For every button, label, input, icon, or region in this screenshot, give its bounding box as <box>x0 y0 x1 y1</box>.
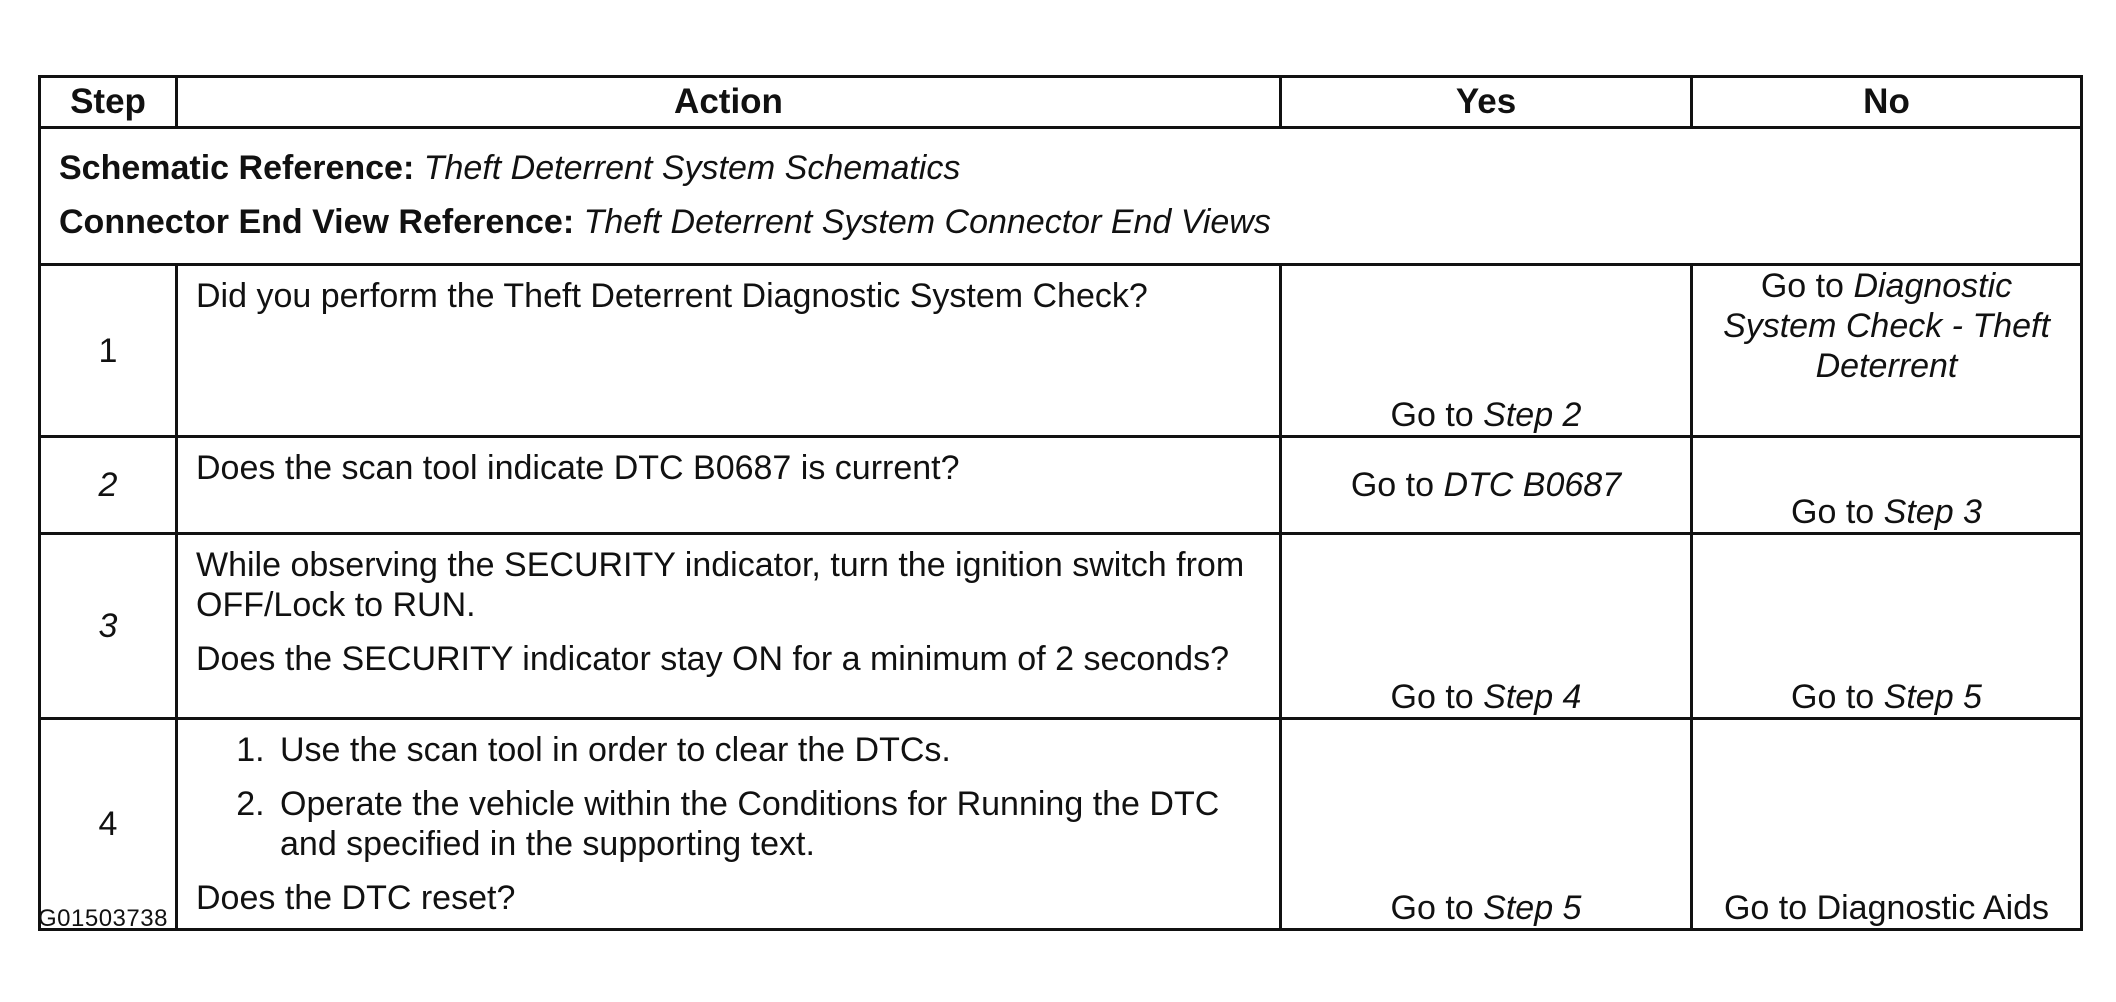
no-cell <box>1692 534 2082 719</box>
header-row <box>40 77 2082 128</box>
no-link[interactable]: Diagnostic System Check - Theft Deterrent <box>1723 267 2050 385</box>
action-cell <box>177 265 1281 437</box>
action-list <box>196 730 1265 864</box>
yes-prefix: Go to <box>1350 466 1435 504</box>
no-cell <box>1692 437 2082 534</box>
reference-cell <box>40 128 2082 265</box>
action-question: Does the DTC reset? <box>196 879 516 917</box>
yes-cell <box>1281 437 1692 534</box>
schematic-reference-label: Schematic Reference: <box>59 149 415 187</box>
diagnostic-table <box>38 75 2083 931</box>
yes-prefix: Go to <box>1390 889 1474 927</box>
list-item: 1. Use the scan tool in order to clear the DTCs. <box>274 730 1265 770</box>
header-no: No <box>1692 77 2082 128</box>
action-cell <box>177 719 1281 930</box>
action-text: Did you perform the Theft Deterrent Diagnostic System Check? <box>196 277 1148 315</box>
step-number: 1 <box>40 265 177 437</box>
yes-link[interactable]: Step 5 <box>1483 889 1582 927</box>
action-cell <box>177 437 1281 534</box>
header-action: Action <box>177 77 1281 128</box>
header-step: Step <box>40 77 177 128</box>
header-yes: Yes <box>1281 77 1692 128</box>
yes-prefix: Go to <box>1390 396 1474 434</box>
action-cell <box>177 534 1281 719</box>
table-row <box>40 719 2082 930</box>
list-item: 2. Operate the vehicle within the Conditions for Running the DTC and specified in the supporting text. <box>274 784 1265 864</box>
table-row <box>40 437 2082 534</box>
action-text: Does the scan tool indicate DTC B0687 is current? <box>196 449 960 487</box>
no-link[interactable]: Step 3 <box>1883 493 1982 531</box>
schematic-reference-link[interactable]: Theft Deterrent System Schematics <box>423 149 961 187</box>
action-text: While observing the SECURITY indicator, turn the ignition switch from OFF/Lock to RUN. <box>196 546 1245 624</box>
yes-cell <box>1281 265 1692 437</box>
no-prefix: Go to <box>1760 267 1844 305</box>
table-row <box>40 534 2082 719</box>
table-row <box>40 265 2082 437</box>
action-question: Does the SECURITY indicator stay ON for a minimum of 2 seconds? <box>196 640 1229 678</box>
yes-link[interactable]: DTC B0687 <box>1443 466 1622 504</box>
no-prefix: Go to <box>1791 493 1875 531</box>
yes-link[interactable]: Step 4 <box>1483 678 1582 716</box>
yes-link[interactable]: Step 2 <box>1483 396 1582 434</box>
no-prefix: Go to <box>1791 678 1875 716</box>
connector-reference-label: Connector End View Reference: <box>59 203 575 241</box>
reference-row <box>40 128 2082 265</box>
yes-prefix: Go to <box>1390 678 1474 716</box>
no-cell <box>1692 265 2082 437</box>
yes-cell <box>1281 534 1692 719</box>
step-number: 2 <box>40 437 177 534</box>
connector-reference <box>59 195 2080 249</box>
no-link[interactable]: Step 5 <box>1883 678 1982 716</box>
figure-id: G01503738 <box>38 905 168 932</box>
connector-reference-link[interactable]: Theft Deterrent System Connector End Views <box>583 203 1271 241</box>
no-cell <box>1692 719 2082 930</box>
step-number: 3 <box>40 534 177 719</box>
no-link[interactable]: Go to Diagnostic Aids <box>1723 889 2050 927</box>
yes-cell <box>1281 719 1692 930</box>
step-number: 4 <box>40 719 177 930</box>
schematic-reference <box>59 141 2080 195</box>
